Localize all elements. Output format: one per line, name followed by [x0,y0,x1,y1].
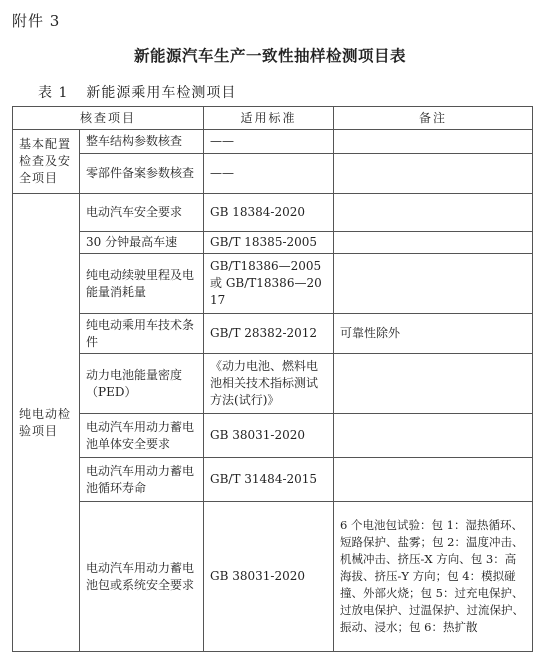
standard-cell: GB/T 28382-2012 [204,314,334,354]
item-cell: 零部件备案参数核查 [80,154,204,194]
remark-cell [334,458,533,502]
attachment-label: 附件 3 [12,12,61,30]
standard-cell: GB/T 18385-2005 [204,232,334,254]
remark-cell: 6 个电池包试验：包 1：湿热循环、短路保护、盐雾；包 2：温度冲击、机械冲击、挤压-X 方向、包 3：高海拔、挤压-Y 方向；包 4：模拟碰撞、外部火烧；包 5：过充电保护、过放电保护、过温保护、过流保护、振动、浸水；包 6：热扩散 [334,502,533,652]
standard-cell: GB/T 31484-2015 [204,458,334,502]
header-standard: 适用标准 [204,107,334,130]
remark-cell [334,130,533,154]
table-row [13,130,533,154]
standard-cell: —— [204,154,334,194]
table-row [13,232,533,254]
remark-cell [334,254,533,314]
header-remark: 备注 [334,107,533,130]
item-cell: 纯电动乘用车技术条件 [80,314,204,354]
item-cell: 电动汽车安全要求 [80,194,204,232]
table-caption [38,82,236,102]
table-header-row [13,107,533,130]
item-cell: 电动汽车用动力蓄电池包或系统安全要求 [80,502,204,652]
item-cell: 整车结构参数核查 [80,130,204,154]
category-cell: 基本配置检查及安全项目 [13,130,80,194]
item-cell: 30 分钟最高车速 [80,232,204,254]
table-row [13,314,533,354]
table-row [13,154,533,194]
standard-cell: GB 38031-2020 [204,414,334,458]
remark-cell: 可靠性除外 [334,314,533,354]
table-row [13,354,533,414]
table-row [13,502,533,652]
item-cell: 电动汽车用动力蓄电池单体安全要求 [80,414,204,458]
remark-cell [334,194,533,232]
table-caption-title: 新能源乘用车检测项目 [86,85,237,101]
category-cell: 纯电动检验项目 [13,194,80,652]
table-row [13,194,533,232]
inspection-items-table [12,106,533,652]
item-cell: 纯电动续驶里程及电能量消耗量 [80,254,204,314]
standard-cell: GB 18384-2020 [204,194,334,232]
remark-cell [334,354,533,414]
standard-cell: —— [204,130,334,154]
remark-cell [334,232,533,254]
item-cell: 电动汽车用动力蓄电池循环寿命 [80,458,204,502]
table-row [13,414,533,458]
item-cell: 动力电池能量密度（PED） [80,354,204,414]
document-title: 新能源汽车生产一致性抽样检测项目表 [133,47,406,65]
table-row [13,254,533,314]
table-caption-number: 表 1 [38,85,69,101]
remark-cell [334,154,533,194]
header-item: 核查项目 [13,107,204,130]
standard-cell: GB 38031-2020 [204,502,334,652]
standard-cell: 《动力电池、燃料电池相关技术指标测试方法(试行)》 [204,354,334,414]
standard-cell: GB/T18386—2005 或 GB/T18386—2017 [204,254,334,314]
table-row [13,458,533,502]
remark-cell [334,414,533,458]
